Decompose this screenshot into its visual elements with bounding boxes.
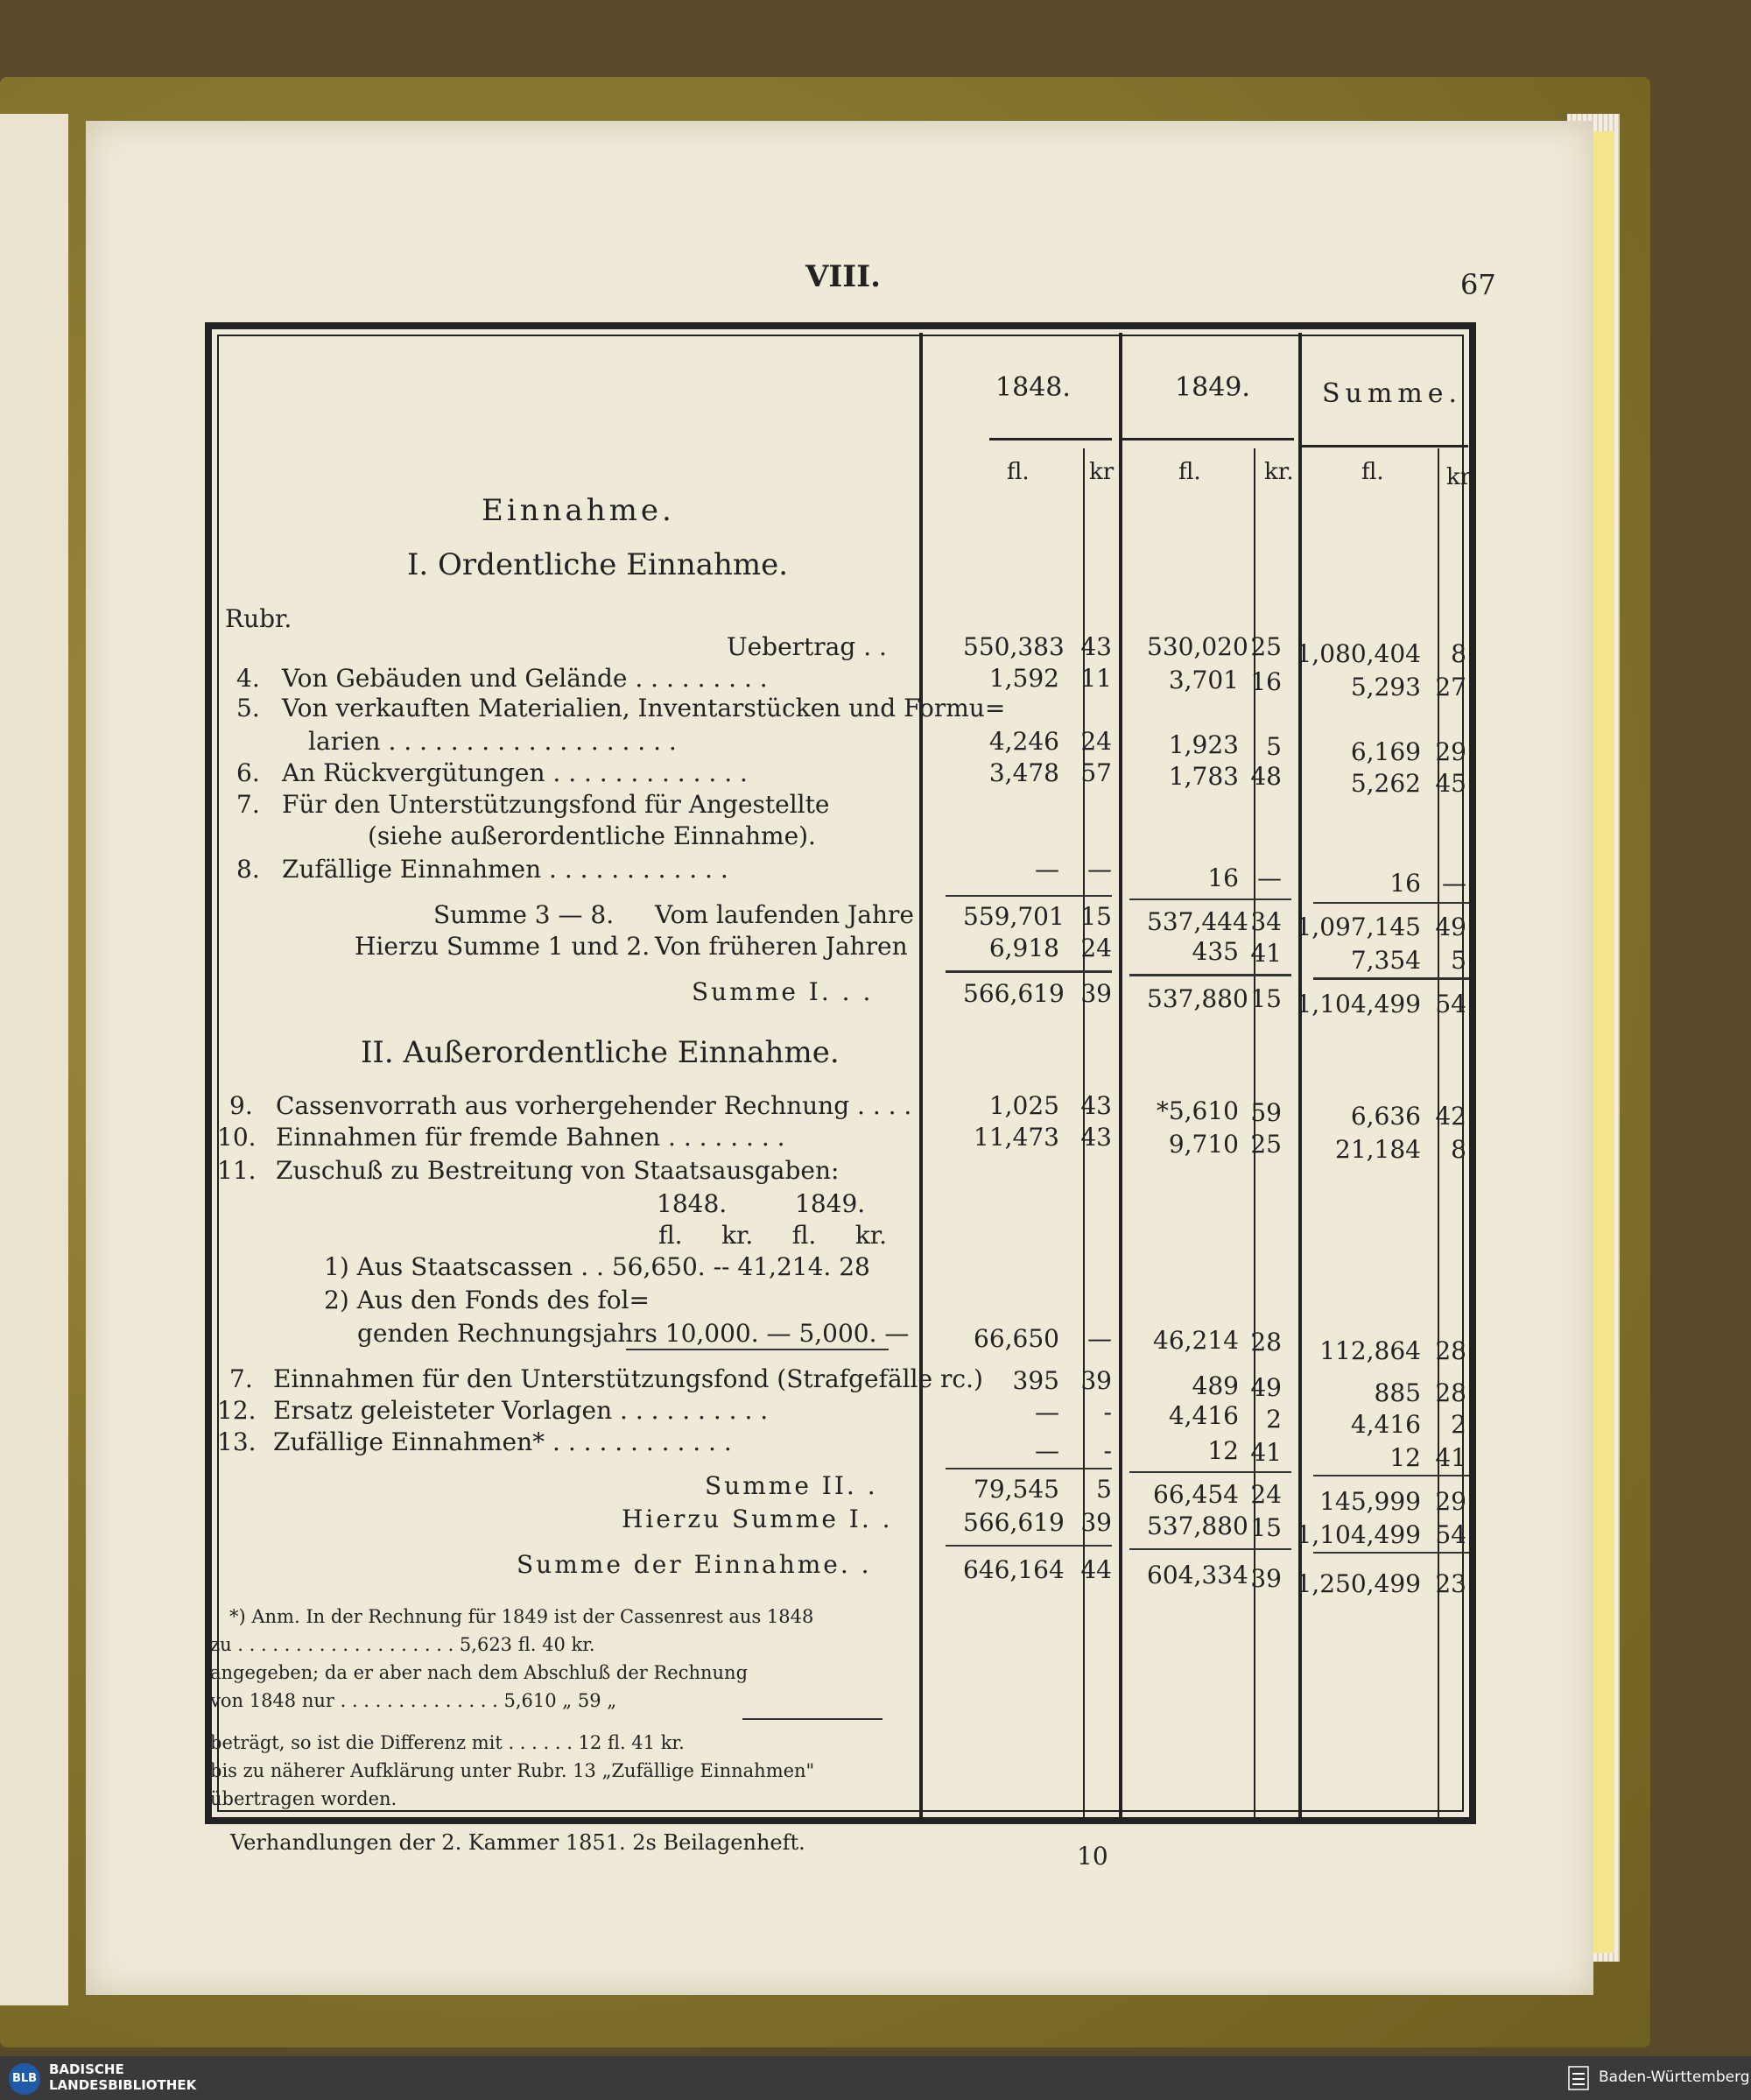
value-fl-1849: 604,334	[1147, 1561, 1248, 1589]
header-rule	[989, 438, 1112, 440]
row-number: 12.	[217, 1396, 257, 1425]
value-fl-total: 6,169	[1350, 737, 1421, 766]
value-fl-1849: 46,214	[1153, 1326, 1239, 1355]
value-fl-total: 12	[1389, 1443, 1421, 1472]
value-fl-1849: 12	[1207, 1436, 1239, 1465]
page-marker-strip	[1592, 131, 1614, 1953]
value-kr-1848: 43	[1080, 1123, 1112, 1152]
sub-line: genden Rechnungsjahrs 10,000. — 5,000. —	[357, 1319, 910, 1348]
page-number: 67	[1460, 268, 1496, 301]
value-fl-1849: 537,444	[1147, 907, 1248, 936]
column-divider	[1119, 333, 1122, 1822]
sub-line: 2) Aus den Fonds des fol=	[324, 1286, 650, 1314]
state-crest-icon	[1567, 2063, 1590, 2093]
column-divider	[919, 333, 923, 1822]
sum-label: Hierzu Summe I. .	[622, 1505, 893, 1533]
sum-rule	[1129, 1548, 1291, 1550]
row-number: 4.	[236, 664, 260, 693]
footnote-line: beträgt, so ist die Differenz mit . . . . . . 12 fl. 41 kr.	[210, 1732, 685, 1753]
sum-rule	[1129, 974, 1291, 976]
value-kr-1849: 25	[1250, 632, 1282, 661]
footnote-line: angegeben; da er aber nach dem Abschluß der Rechnung	[210, 1662, 749, 1683]
value-kr-1848: 24	[1080, 727, 1112, 756]
row-label: Für den Unterstützungsfond für Angestellte	[282, 790, 830, 819]
value-fl-total: 1,250,499	[1296, 1569, 1421, 1598]
value-fl-1849: 66,454	[1153, 1480, 1239, 1509]
value-fl-1849: 1,923	[1168, 730, 1239, 759]
value-kr-total: 29	[1435, 1487, 1466, 1516]
value-kr-total: 27	[1435, 673, 1466, 701]
sum-rule	[946, 895, 1112, 897]
row-label: Einnahmen für den Unterstützungsfond (Strafgefälle rc.)	[273, 1364, 983, 1393]
value-fl-1848: 395	[1012, 1366, 1059, 1395]
value-fl-total: 1,080,404	[1296, 639, 1421, 668]
footnote-line: von 1848 nur . . . . . . . . . . . . . . 5,610 „ 59 „	[210, 1690, 617, 1711]
value-fl-1848: 646,164	[963, 1555, 1065, 1584]
sum-label: Summe 3 — 8.	[433, 900, 615, 929]
unit-kr: kr.	[1446, 464, 1476, 490]
value-kr-total: —	[1442, 869, 1466, 898]
value-fl-1849: 1,783	[1168, 762, 1239, 791]
value-kr-total: 28	[1435, 1378, 1466, 1407]
sum-rule	[1313, 1552, 1469, 1554]
unit-kr: kr	[1089, 459, 1115, 485]
row-label: Von verkauften Materialien, Inventarstücken und Formu=	[282, 694, 1006, 722]
value-fl-1849: *5,610	[1156, 1096, 1239, 1125]
value-fl-1848: 566,619	[963, 1508, 1065, 1537]
value-fl-1848: 559,701	[963, 902, 1065, 931]
footnote-line: zu . . . . . . . . . . . . . . . . . . . 5,623 fl. 40 kr.	[210, 1634, 595, 1655]
grand-total-label: Summe der Einnahme. .	[517, 1550, 872, 1579]
column-header-total: Summe.	[1322, 378, 1463, 409]
column-header-1849: 1849.	[1175, 372, 1250, 403]
value-kr-total: 2	[1451, 1410, 1466, 1439]
value-kr-1848: 15	[1080, 902, 1112, 931]
footnote-rule	[742, 1718, 883, 1720]
value-kr-1849: 2	[1266, 1405, 1282, 1434]
value-fl-1849: 16	[1207, 863, 1239, 892]
value-kr-1848: 5	[1096, 1475, 1112, 1504]
value-fl-total: 1,104,499	[1296, 1520, 1421, 1549]
value-fl-1848: 1,025	[988, 1091, 1059, 1120]
value-kr-1848: -	[1103, 1398, 1112, 1427]
value-fl-total: 145,999	[1319, 1487, 1421, 1516]
sub-rule	[626, 1349, 889, 1350]
row-number: 7.	[236, 790, 260, 819]
value-kr-1848: 39	[1080, 1366, 1112, 1395]
row-number: 11.	[217, 1156, 257, 1185]
value-kr-1849: 16	[1250, 667, 1282, 696]
row-label: Uebertrag . .	[727, 632, 887, 661]
row-label-continued: (siehe außerordentliche Einnahme).	[368, 821, 816, 850]
value-kr-total: 42	[1435, 1102, 1466, 1131]
value-kr-total: 41	[1435, 1443, 1466, 1472]
header-rule	[1302, 445, 1468, 447]
value-kr-total: 45	[1435, 769, 1466, 798]
row-number: 10.	[217, 1123, 257, 1152]
sub-year-header: 1848.	[657, 1189, 728, 1218]
value-fl-total: 1,104,499	[1296, 990, 1421, 1018]
value-kr-1848: —	[1087, 1324, 1112, 1353]
value-kr-1848: 24	[1080, 934, 1112, 962]
library-name-line: BADISCHE	[49, 2061, 124, 2077]
value-kr-total: 23	[1435, 1569, 1466, 1598]
value-fl-total: 112,864	[1319, 1336, 1421, 1365]
value-kr-1849: 15	[1250, 984, 1282, 1013]
row-number: 7.	[229, 1364, 253, 1393]
column-header-1848: 1848.	[995, 372, 1071, 403]
value-fl-total: 6,636	[1350, 1102, 1421, 1131]
sheet-number: 10	[1077, 1842, 1108, 1871]
footnote-line: *) Anm. In der Rechnung für 1849 ist der Cassenrest aus 1848	[229, 1606, 814, 1627]
value-fl-1849: 537,880	[1147, 984, 1248, 1013]
sum-rule	[1313, 1475, 1469, 1476]
value-kr-1848: 44	[1080, 1555, 1112, 1584]
value-kr-total: 28	[1435, 1336, 1466, 1365]
unit-fl: fl.	[1361, 459, 1384, 485]
value-fl-1848: 66,650	[974, 1324, 1059, 1353]
footnote-line: übertragen worden.	[210, 1788, 397, 1809]
sub-year-header: 1849.	[795, 1189, 866, 1218]
row-label: Cassenvorrath aus vorhergehender Rechnung . . . .	[276, 1091, 912, 1120]
library-logo-icon[interactable]: BLB	[9, 2063, 40, 2095]
value-fl-1849: 4,416	[1168, 1401, 1239, 1430]
value-kr-total: 29	[1435, 737, 1466, 766]
value-fl-1848: 6,918	[988, 934, 1059, 962]
column-divider	[1298, 333, 1302, 1822]
left-page-edge	[0, 114, 68, 2005]
value-kr-total: 54	[1435, 1520, 1466, 1549]
value-kr-1849: 48	[1250, 762, 1282, 791]
sum-label: Summe II. .	[705, 1471, 878, 1500]
value-fl-1849: 435	[1192, 937, 1239, 966]
section-number: VIII.	[805, 259, 881, 294]
row-label: An Rückvergütungen . . . . . . . . . . . . .	[282, 758, 748, 787]
value-fl-total: 21,184	[1335, 1135, 1421, 1164]
row-number: 6.	[236, 758, 260, 787]
value-kr-1849: 5	[1266, 732, 1282, 761]
value-kr-1848: 43	[1080, 632, 1112, 661]
sum-rule	[946, 1468, 1112, 1469]
value-kr-1849: 34	[1250, 907, 1282, 936]
sub-line: 1) Aus Staatscassen . . 56,650. -- 41,214. 28	[324, 1252, 870, 1281]
value-fl-1848: —	[1035, 855, 1059, 884]
value-kr-1849: —	[1257, 863, 1282, 892]
value-fl-1848: 11,473	[974, 1123, 1059, 1152]
main-heading: Einnahme.	[482, 493, 675, 528]
section-heading: I. Ordentliche Einnahme.	[407, 547, 789, 582]
value-fl-1849: 9,710	[1168, 1130, 1239, 1159]
row-label: Einnahmen für fremde Bahnen . . . . . . . .	[276, 1123, 785, 1152]
value-kr-1848: —	[1087, 855, 1112, 884]
value-kr-total: 5	[1451, 946, 1466, 975]
value-fl-total: 7,354	[1350, 946, 1421, 975]
row-number: 8.	[236, 855, 260, 884]
value-kr-1848: -	[1103, 1436, 1112, 1465]
row-label: Zufällige Einnahmen . . . . . . . . . . . .	[282, 855, 728, 884]
sum-rule	[946, 1545, 1112, 1547]
row-number: 13.	[217, 1427, 257, 1456]
unit-fl: fl.	[1007, 459, 1030, 485]
row-label: Ersatz geleisteter Vorlagen . . . . . . . . . .	[273, 1396, 769, 1425]
value-fl-1849: 3,701	[1168, 666, 1239, 694]
value-kr-1849: 15	[1250, 1513, 1282, 1542]
sum-label: Summe I. . .	[692, 977, 874, 1006]
sum-rule	[1129, 1471, 1291, 1473]
value-fl-1848: 79,545	[974, 1475, 1059, 1504]
rubric-label: Rubr.	[225, 604, 292, 633]
value-fl-1849: 530,020	[1147, 632, 1248, 661]
value-fl-total: 16	[1389, 869, 1421, 898]
library-name[interactable]	[49, 2061, 224, 2093]
value-kr-1849: 49	[1250, 1373, 1282, 1402]
sum-rule	[1313, 977, 1469, 980]
value-fl-total: 5,262	[1350, 769, 1421, 798]
value-fl-1848: 3,478	[988, 758, 1059, 787]
value-kr-1849: 28	[1250, 1328, 1282, 1357]
library-bar	[0, 2056, 1751, 2100]
sum-rule	[946, 970, 1112, 973]
unit-fl: fl.	[1178, 459, 1201, 485]
row-label: Zufällige Einnahmen* . . . . . . . . . . . .	[273, 1427, 732, 1456]
value-kr-1848: 43	[1080, 1091, 1112, 1120]
value-kr-1849: 25	[1250, 1130, 1282, 1159]
value-fl-total: 4,416	[1350, 1410, 1421, 1439]
value-fl-total: 885	[1374, 1378, 1421, 1407]
library-name-line: LANDESBIBLIOTHEK	[49, 2077, 197, 2093]
value-fl-1848: —	[1035, 1398, 1059, 1427]
unit-kr: kr.	[1264, 459, 1294, 485]
value-kr-1848: 11	[1080, 664, 1112, 693]
sum-rule	[1129, 898, 1291, 900]
value-kr-1849: 59	[1250, 1098, 1282, 1127]
value-fl-total: 1,097,145	[1296, 913, 1421, 941]
value-kr-total: 54	[1435, 990, 1466, 1018]
value-kr-1848: 39	[1080, 979, 1112, 1008]
value-fl-1849: 537,880	[1147, 1512, 1248, 1540]
sum-label: Vom laufenden Jahre	[655, 900, 914, 929]
ledger-frame	[205, 322, 1476, 1824]
value-kr-1849: 39	[1250, 1564, 1282, 1593]
sum-label: Von früheren Jahren	[655, 932, 908, 961]
value-fl-1848: 566,619	[963, 979, 1065, 1008]
value-fl-1848: 550,383	[963, 632, 1065, 661]
sum-label: Hierzu Summe 1 und 2.	[355, 932, 650, 961]
value-kr-1849: 41	[1250, 939, 1282, 968]
row-label: Zuschuß zu Bestreitung von Staatsausgaben:	[276, 1156, 840, 1185]
value-kr-total: 49	[1435, 913, 1466, 941]
value-kr-1849: 41	[1250, 1438, 1282, 1467]
value-fl-1848: 1,592	[988, 664, 1059, 693]
section-heading: II. Außerordentliche Einnahme.	[361, 1035, 840, 1070]
value-kr-total: 8	[1451, 1135, 1466, 1164]
value-kr-1848: 57	[1080, 758, 1112, 787]
value-fl-total: 5,293	[1350, 673, 1421, 701]
sum-rule	[1313, 902, 1469, 904]
sub-units: fl. kr. fl. kr.	[658, 1221, 888, 1250]
value-kr-total: 8	[1451, 639, 1466, 668]
row-number: 9.	[229, 1091, 253, 1120]
row-label-continued: larien . . . . . . . . . . . . . . . . . . .	[308, 727, 677, 756]
footnote-line: bis zu näherer Aufklärung unter Rubr. 13 „Zufällige Einnahmen"	[210, 1760, 815, 1781]
value-kr-1848: 39	[1080, 1508, 1112, 1537]
row-label: Von Gebäuden und Gelände . . . . . . . . .	[282, 664, 768, 693]
row-number: 5.	[236, 694, 260, 722]
value-fl-1849: 489	[1192, 1371, 1239, 1400]
value-fl-1848: 4,246	[988, 727, 1059, 756]
value-kr-1849: 24	[1250, 1480, 1282, 1509]
value-fl-1848: —	[1035, 1436, 1059, 1465]
state-name[interactable]: Baden-Württemberg	[1599, 2068, 1750, 2086]
header-rule	[1122, 438, 1294, 440]
page-footer: Verhandlungen der 2. Kammer 1851. 2s Beilagenheft.	[230, 1830, 805, 1855]
